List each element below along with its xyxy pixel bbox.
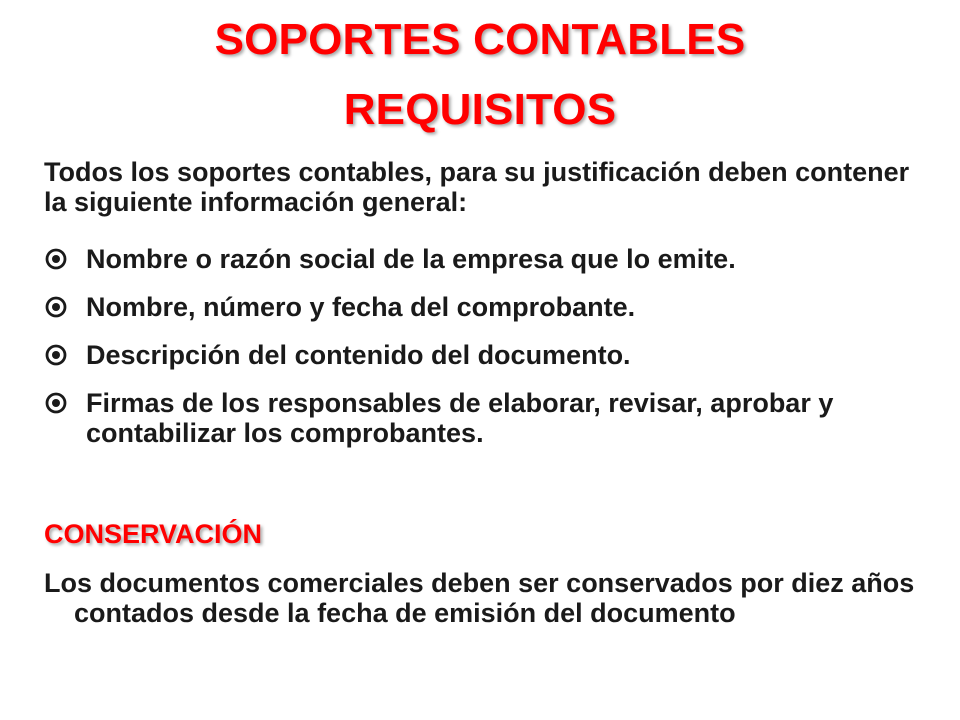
bullet-item [44,292,944,322]
circled-dot-bullet-icon [44,388,86,418]
bullet-text: Nombre o razón social de la empresa que lo emite. [86,244,736,274]
bullet-item [44,388,944,448]
bullet-item [44,340,944,370]
circled-dot-bullet-icon [44,244,86,274]
circled-dot-bullet-icon [44,340,86,370]
intro-paragraph: Todos los soportes contables, para su justificación deben contener la siguiente información general: [44,157,910,217]
section-heading-conservacion: CONSERVACIÓN [44,519,263,549]
circled-dot-bullet-icon [44,292,86,322]
bullet-text: Nombre, número y fecha del comprobante. [86,292,636,322]
bullet-text: Descripción del contenido del documento. [86,340,631,370]
slide-title-line-2: REQUISITOS [343,85,617,134]
conservation-paragraph: Los documentos comerciales deben ser conservados por diez años contados desde la fecha de emisión del documento [44,568,915,628]
slide-title-line-1: SOPORTES CONTABLES [214,15,746,64]
bullet-item [44,244,944,274]
bullet-text: Firmas de los responsables de elaborar, revisar, aprobar y contabilizar los comprobantes. [86,388,834,448]
